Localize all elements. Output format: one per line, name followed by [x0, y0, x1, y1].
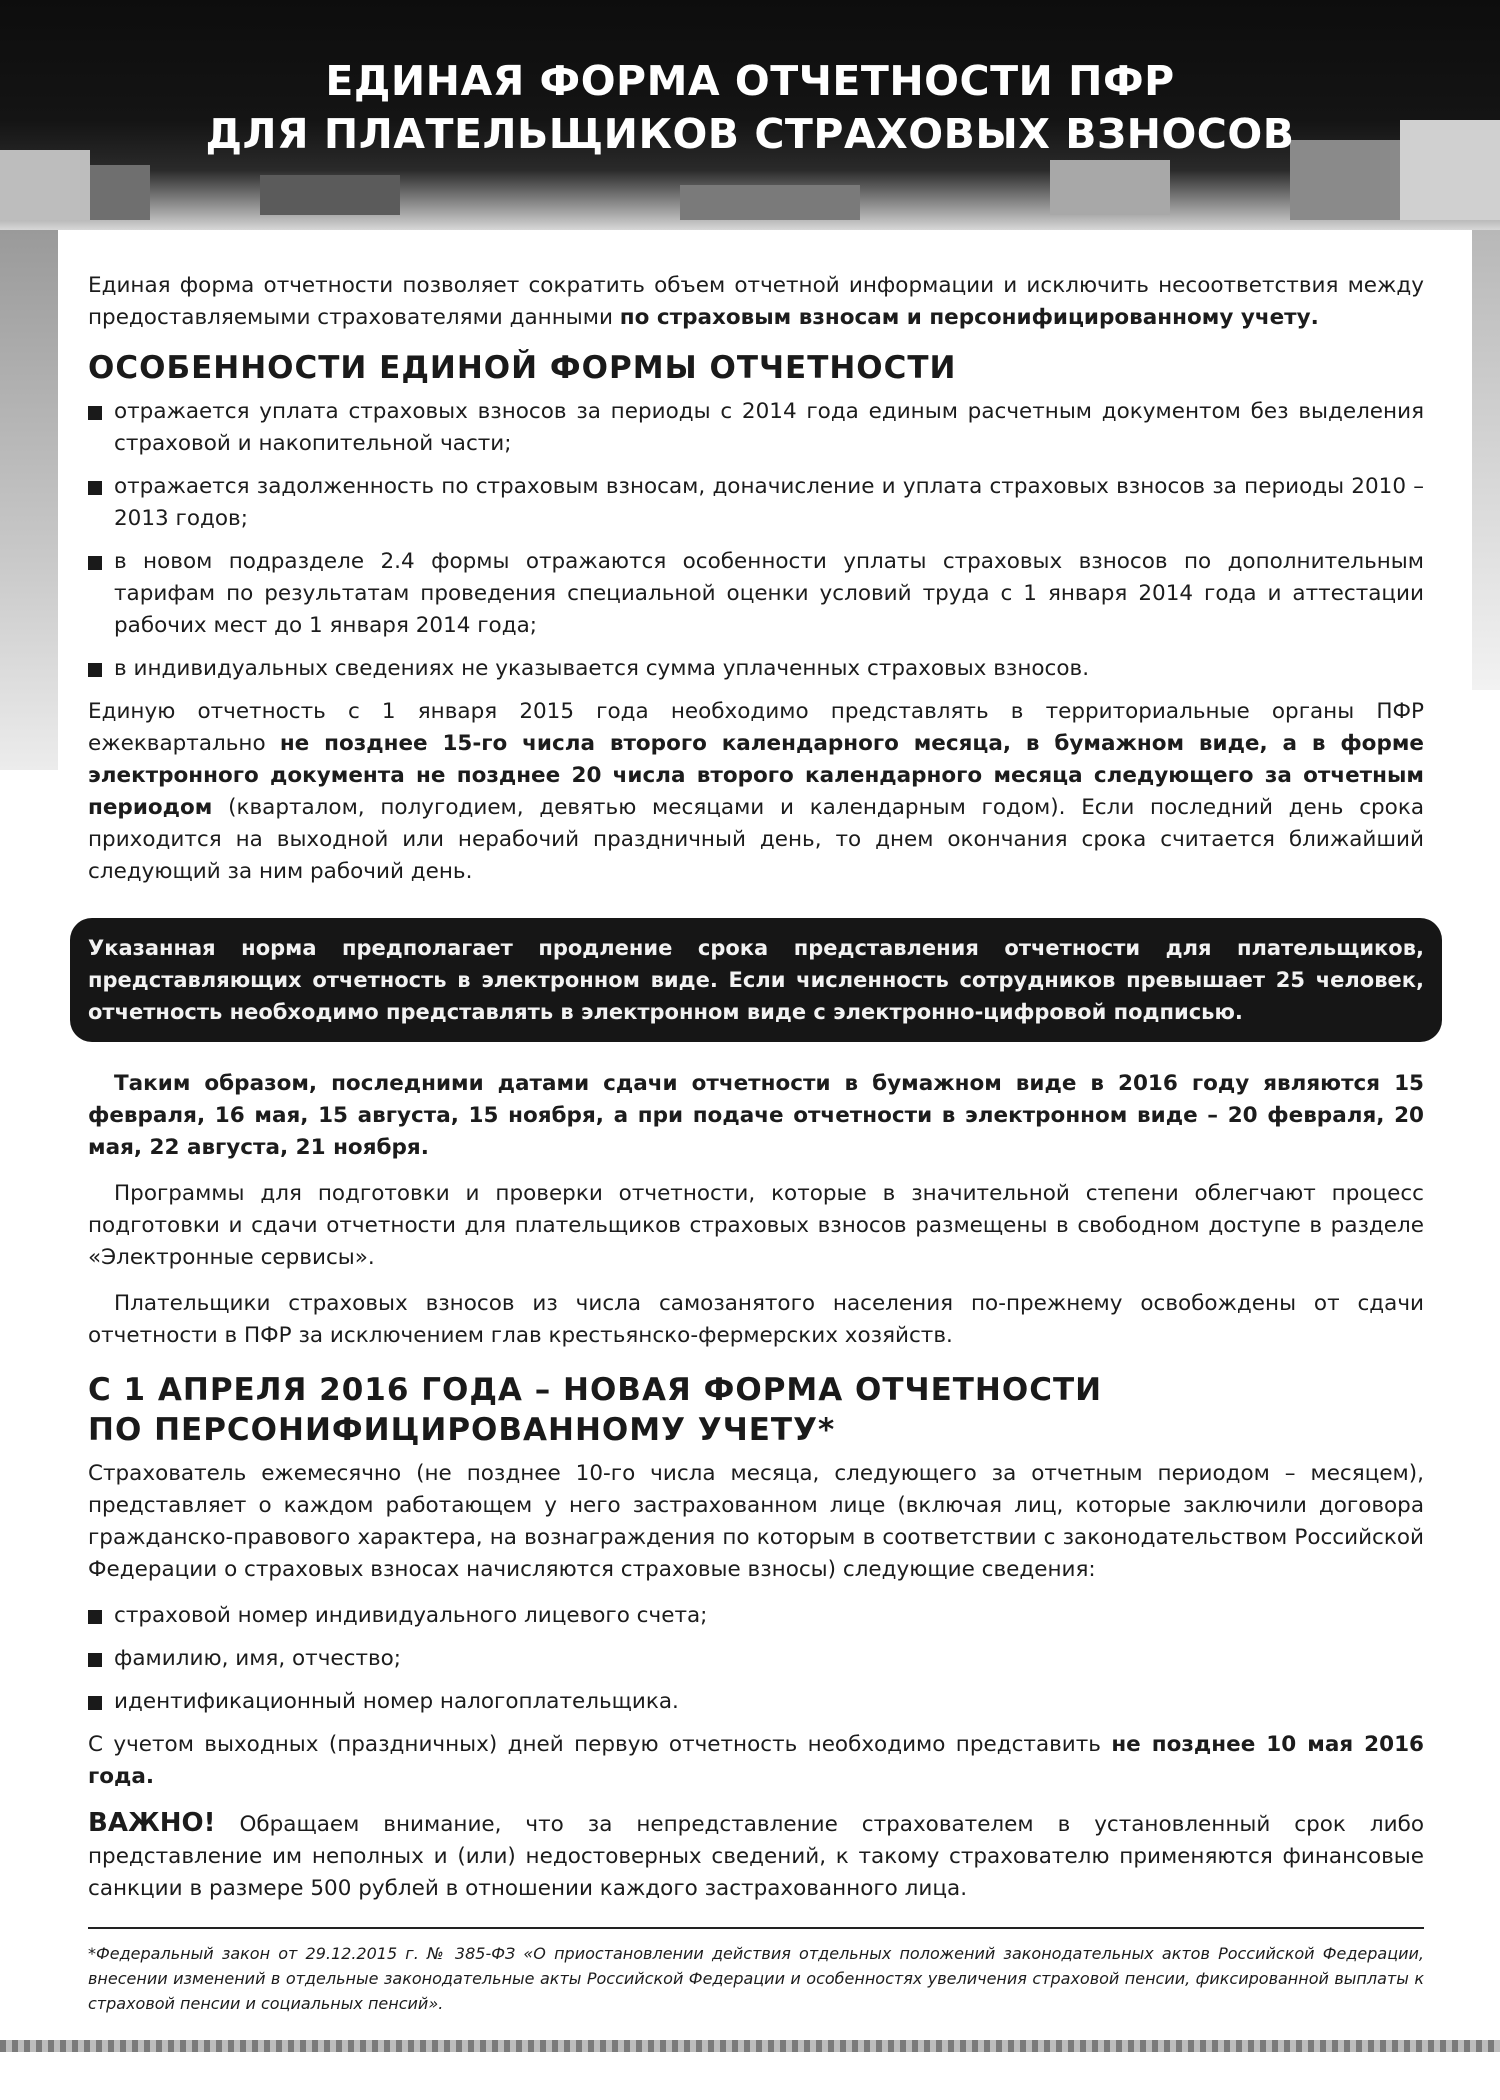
important-label: ВАЖНО! [88, 1808, 216, 1838]
document-body [88, 270, 1424, 2016]
callout-text: Указанная норма предполагает продление срока представления отчетности для плательщиков, представляющих отчетность в электронном виде. Если численность сотрудников превышает 25 человек, отчетность необходимо представлять в электронном виде с электронно-цифровой подписью. [88, 936, 1424, 1024]
header-mosaic-tile [680, 185, 860, 220]
features-list [88, 396, 1424, 685]
header-mosaic-tile [90, 165, 150, 220]
bullet-square-icon [88, 1610, 102, 1624]
bullet-square-icon [88, 663, 102, 677]
callout-box [70, 918, 1442, 1042]
section-heading-new-form: С 1 АПРЕЛЯ 2016 ГОДА – НОВАЯ ФОРМА ОТЧЕТНОСТИ ПО ПЕРСОНИФИЦИРОВАННОМУ УЧЕТУ* [88, 1372, 1103, 1448]
intro-paragraph: Единая форма отчетности позволяет сократить объем отчетной информации и исключить несоответствия между предоставляемыми страхователями данными по страховым взносам и персонифицированному учету. [88, 273, 1424, 330]
page-title [0, 55, 1500, 161]
title-line-2: ДЛЯ ПЛАТЕЛЬЩИКОВ СТРАХОВЫХ ВЗНОСОВ [205, 110, 1295, 158]
bullet-square-icon [88, 481, 102, 495]
bullet-square-icon [88, 556, 102, 570]
header-mosaic-tile [1050, 160, 1170, 215]
deadline-paragraph: Единую отчетность с 1 января 2015 года необходимо представлять в территориальные органы ПФР ежеквартально не позднее 15-го числа второго календарного месяца, в бумажном виде, а в форме электронного документа не позднее 20 числа второго календарного месяца следующего за отчетным периодом (кварталом, полугодием, девятью месяцами и календарным годом). Если последний день срока приходится на выходной или нерабочий праздничный день, то днем окончания срока считается ближайший следующий за ним рабочий день. [88, 699, 1424, 884]
header-mosaic-tile [260, 175, 400, 215]
left-decor-strip [0, 230, 58, 770]
intro-bold: по страховым взносам и персонифицированному учету. [619, 305, 1319, 330]
self-employed-paragraph: Плательщики страховых взносов из числа самозанятого населения по-прежнему освобождены от сдачи отчетности в ПФР за исключением глав крестьянско-фермерских хозяйств. [88, 1291, 1424, 1348]
list-item: фамилию, имя, отчество; [88, 1643, 1424, 1675]
insurer-paragraph: Страхователь ежемесячно (не позднее 10-го числа месяца, следующего за отчетным периодом – месяцем), представляет о каждом работающем у него застрахованном лице (включая лиц, которые заключили договора гражданско-правового характера, на вознаграждения по которым в соответствии с законодательством Российской Федерации о страховых взносах начисляются страховые взносы) следующие сведения: [88, 1461, 1424, 1582]
list-item: отражается задолженность по страховым взносам, доначисление и уплата страховых взносов за периоды 2010 – 2013 годов; [88, 471, 1424, 535]
list-item: в новом подразделе 2.4 формы отражаются особенности уплаты страховых взносов по дополнительным тарифам по результатам проведения специальной оценки условий труда с 1 января 2014 года и аттестации рабочих мест до 1 января 2014 года; [88, 546, 1424, 642]
important-paragraph: ВАЖНО! Обращаем внимание, что за непредставление страхователем в установленный срок либо представление им неполных и (или) недостоверных сведений, к такому страхователю применяются финансовые санкции в размере 500 рублей в отношении каждого застрахованного лица. [88, 1808, 1424, 1901]
section-heading-features: ОСОБЕННОСТИ ЕДИНОЙ ФОРМЫ ОТЧЕТНОСТИ [88, 350, 957, 386]
footnote: *Федеральный закон от 29.12.2015 г. № 385-ФЗ «О приостановлении действия отдельных положений законодательных актов Российской Федерации, внесении изменений в отдельные законодательные акты Российской Федерации и особенностях увеличения страховой пенсии, фиксированной выплаты к страховой пенсии и социальных пенсий». [88, 1927, 1424, 2016]
first-report-paragraph: С учетом выходных (праздничных) дней первую отчетность необходимо представить не позднее 10 мая 2016 года. [88, 1732, 1424, 1789]
required-info-list [88, 1600, 1424, 1718]
list-item: страховой номер индивидуального лицевого счета; [88, 1600, 1424, 1632]
bullet-square-icon [88, 406, 102, 420]
list-item: отражается уплата страховых взносов за периоды с 2014 года единым расчетным документом без выделения страховой и накопительной части; [88, 396, 1424, 460]
title-line-1: ЕДИНАЯ ФОРМА ОТЧЕТНОСТИ ПФР [325, 57, 1175, 105]
bottom-decor-band [0, 2040, 1500, 2052]
bullet-square-icon [88, 1653, 102, 1667]
programs-paragraph: Программы для подготовки и проверки отчетности, которые в значительной степени облегчают процесс подготовки и сдачи отчетности для плательщиков страховых взносов размещены в свободном доступе в разделе «Электронные сервисы». [88, 1181, 1424, 1270]
bullet-square-icon [88, 1696, 102, 1710]
list-item: в индивидуальных сведениях не указывается сумма уплаченных страховых взносов. [88, 653, 1424, 685]
list-item: идентификационный номер налогоплательщика. [88, 1686, 1424, 1718]
dates-paragraph: Таким образом, последними датами сдачи отчетности в бумажном виде в 2016 году являются 15 февраля, 16 мая, 15 августа, 15 ноября, а при подаче отчетности в электронном виде – 20 февраля, 20 мая, 22 августа, 21 ноября. [88, 1071, 1424, 1160]
right-decor-strip [1472, 230, 1500, 690]
